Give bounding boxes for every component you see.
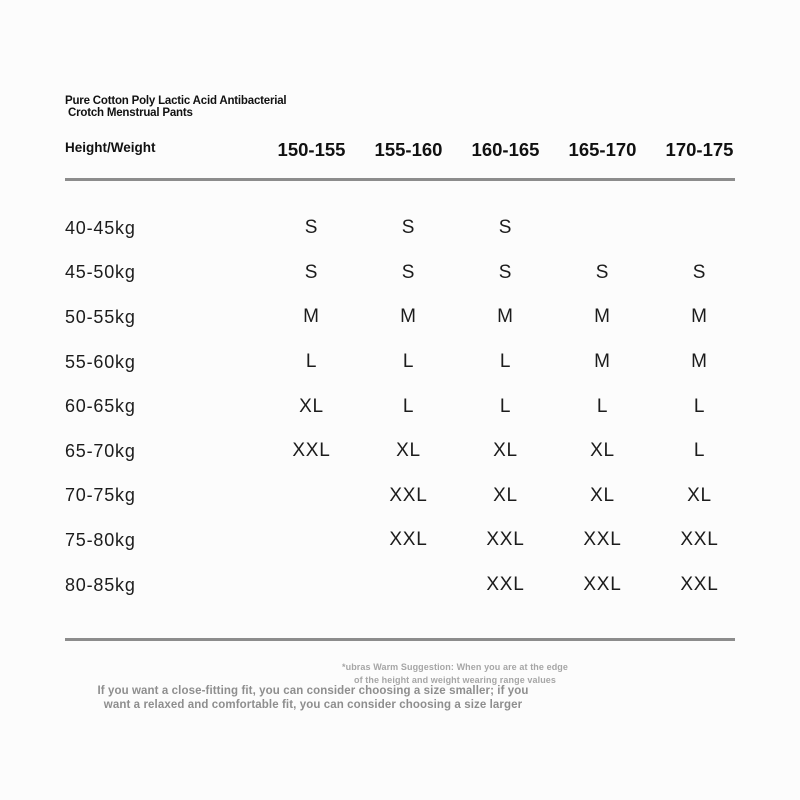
- size-cell: XL: [590, 484, 615, 506]
- weight-range-label: 60-65kg: [65, 396, 136, 417]
- size-cell: XL: [687, 484, 712, 506]
- size-cell: M: [400, 306, 417, 328]
- size-cell: XL: [493, 440, 518, 462]
- size-cell: XXL: [389, 484, 428, 506]
- size-cell: L: [402, 395, 415, 417]
- warm-suggestion-line1: *ubras Warm Suggestion: When you are at the edge: [342, 662, 568, 672]
- size-cell: XXL: [486, 529, 525, 551]
- size-cell: M: [303, 306, 320, 328]
- size-cell: M: [594, 351, 611, 373]
- corner-label: Height/Weight: [65, 140, 156, 155]
- column-header-165-170: 165-170: [568, 139, 637, 160]
- size-cell: S: [304, 261, 319, 283]
- column-header-150-155: 150-155: [277, 139, 346, 160]
- column-header-160-165: 160-165: [471, 139, 540, 160]
- table-row: [65, 251, 748, 296]
- product-title: [65, 96, 286, 119]
- size-cell: L: [596, 395, 609, 417]
- size-cell: XXL: [680, 574, 719, 596]
- size-cell: XL: [396, 440, 421, 462]
- table-row: [65, 340, 748, 385]
- size-advice-note: [63, 684, 563, 712]
- size-cell: S: [304, 217, 319, 239]
- weight-range-label: 75-80kg: [65, 529, 136, 550]
- size-cell: L: [402, 351, 415, 373]
- table-row: [65, 474, 748, 519]
- size-cell: XXL: [680, 529, 719, 551]
- table-header-row: [65, 127, 748, 161]
- size-cell: S: [401, 217, 416, 239]
- size-cell: XXL: [583, 529, 622, 551]
- table-row: [65, 206, 748, 251]
- warm-suggestion-note: [305, 661, 605, 686]
- size-cell: L: [693, 440, 706, 462]
- size-cell: L: [499, 395, 512, 417]
- size-cell: M: [497, 306, 514, 328]
- size-cell: XXL: [583, 574, 622, 596]
- table-row: [65, 518, 748, 563]
- size-cell: L: [499, 351, 512, 373]
- size-cell: S: [692, 261, 707, 283]
- size-cell: XXL: [389, 529, 428, 551]
- size-cell: S: [498, 217, 513, 239]
- column-header-155-160: 155-160: [374, 139, 443, 160]
- size-cell: XL: [299, 395, 324, 417]
- size-cell: XXL: [292, 440, 331, 462]
- size-cell: M: [691, 351, 708, 373]
- divider-top: [65, 178, 735, 181]
- divider-bottom: [65, 638, 735, 641]
- size-cell: XL: [590, 440, 615, 462]
- table-row: [65, 295, 748, 340]
- size-cell: XL: [493, 484, 518, 506]
- weight-range-label: 45-50kg: [65, 262, 136, 283]
- product-title-line2: Crotch Menstrual Pants: [68, 106, 193, 119]
- table-body: [65, 206, 748, 607]
- weight-range-label: 40-45kg: [65, 217, 136, 238]
- size-cell: L: [693, 395, 706, 417]
- size-cell: L: [305, 351, 318, 373]
- table-row: [65, 384, 748, 429]
- size-advice-line2: want a relaxed and comfortable fit, you can consider choosing a size larger: [103, 699, 523, 711]
- weight-range-label: 55-60kg: [65, 351, 136, 372]
- size-cell: M: [691, 306, 708, 328]
- weight-range-label: 70-75kg: [65, 485, 136, 506]
- size-cell: M: [594, 306, 611, 328]
- column-header-170-175: 170-175: [665, 139, 734, 160]
- product-title-line1: Pure Cotton Poly Lactic Acid Antibacterial: [65, 95, 287, 107]
- size-cell: S: [595, 261, 610, 283]
- weight-range-label: 80-85kg: [65, 574, 136, 595]
- size-cell: S: [401, 261, 416, 283]
- size-cell: S: [498, 261, 513, 283]
- weight-range-label: 50-55kg: [65, 306, 136, 327]
- weight-range-label: 65-70kg: [65, 440, 136, 461]
- table-row: [65, 563, 748, 608]
- size-advice-line1: If you want a close-fitting fit, you can consider choosing a size smaller; if you: [97, 685, 529, 697]
- table-row: [65, 429, 748, 474]
- warm-suggestion-line2: of the height and weight wearing range values: [353, 674, 557, 685]
- size-cell: XXL: [486, 574, 525, 596]
